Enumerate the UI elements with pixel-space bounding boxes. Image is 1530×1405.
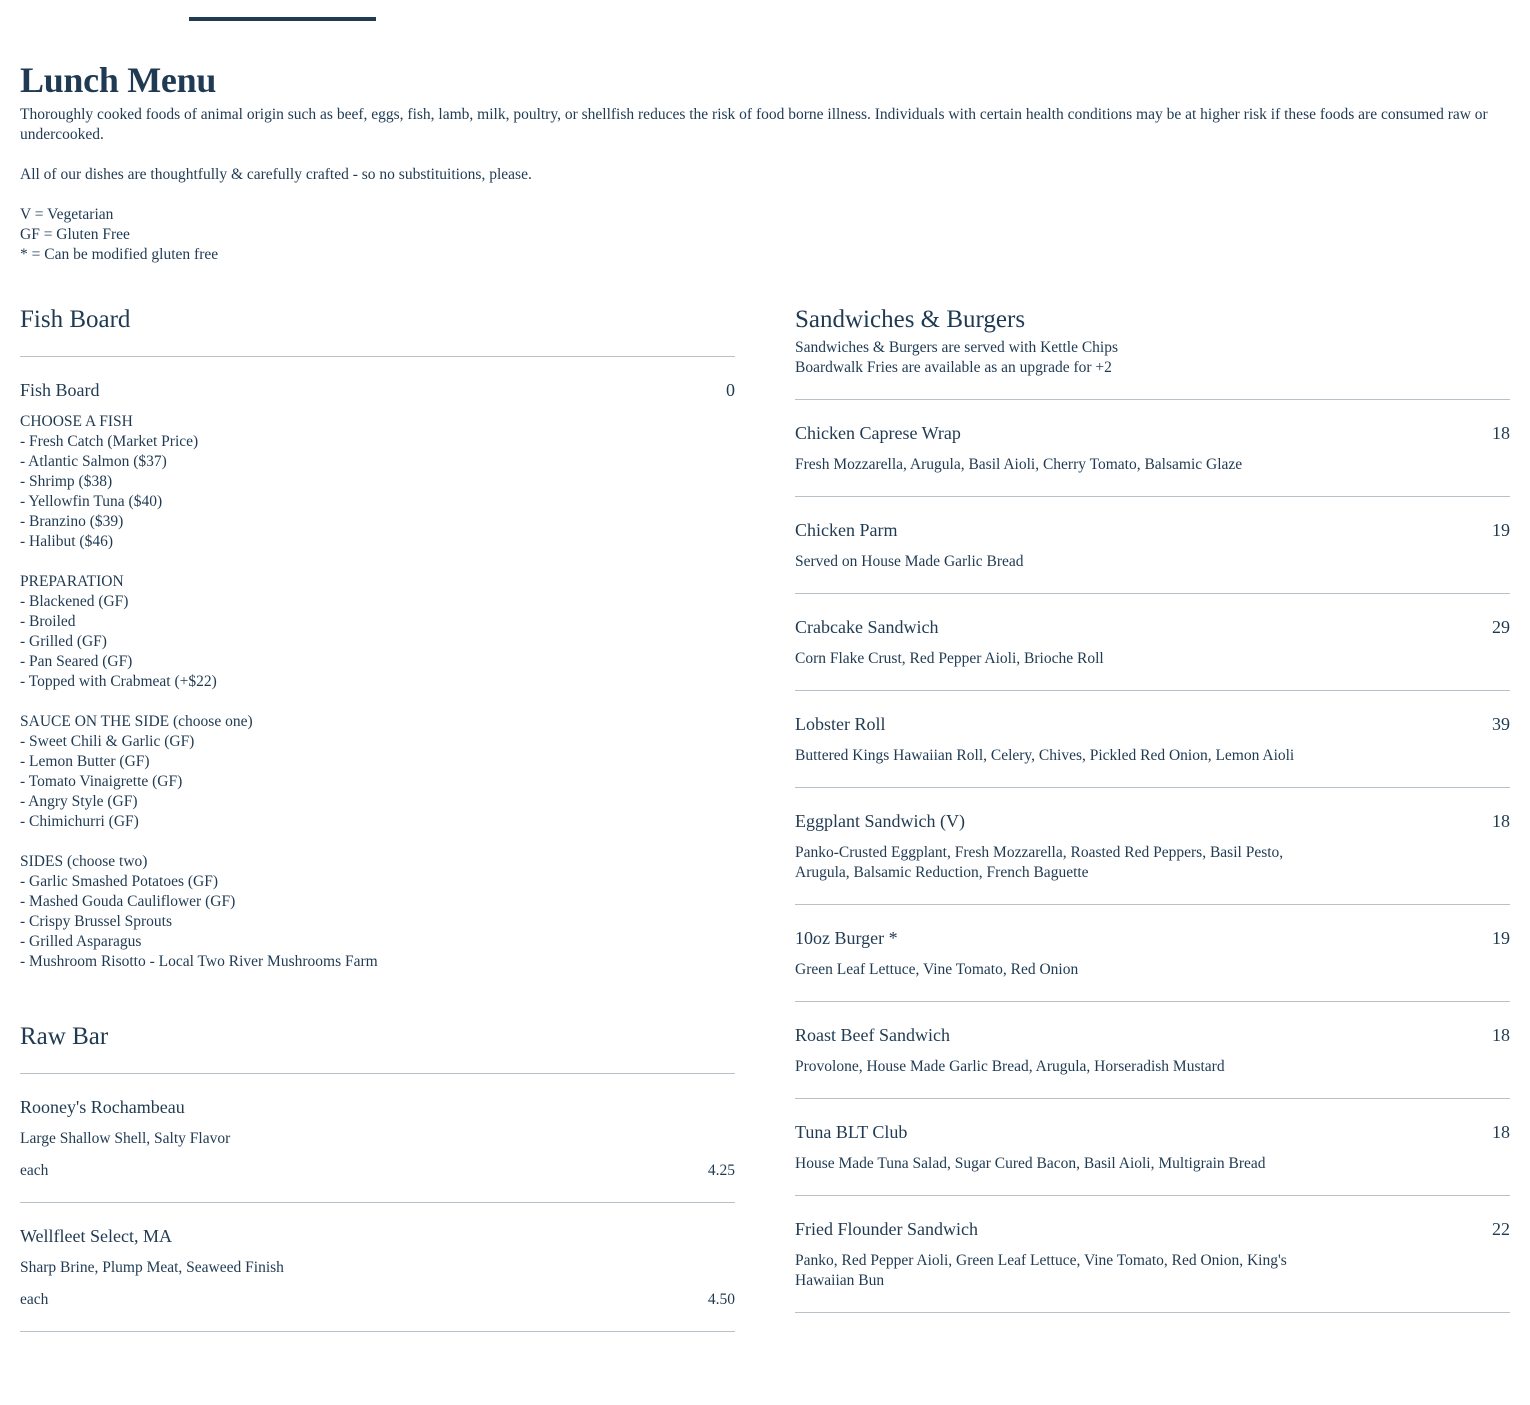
fish-option-line: - Pan Seared (GF) xyxy=(20,653,133,670)
item-description: Sharp Brine, Plump Meat, Seaweed Finish xyxy=(20,1259,284,1276)
fish-board-heading: Fish Board xyxy=(20,306,131,333)
food-safety-notice: Thoroughly cooked foods of animal origin such as beef, eggs, fish, lamb, milk, poultry, or shellfish reduces the risk of food borne illness. Individuals with certain health conditions may be at higher risk if these foods are consumed raw or undercooked. xyxy=(20,106,1488,143)
legend-gluten-free: GF = Gluten Free xyxy=(20,226,130,243)
raw-bar-heading: Raw Bar xyxy=(20,1023,109,1050)
menu-item-crabcake-sandwich xyxy=(795,594,1510,691)
fish-option-line: - Grilled Asparagus xyxy=(20,933,142,950)
item-description: Large Shallow Shell, Salty Flavor xyxy=(20,1130,231,1147)
active-tab-indicator xyxy=(189,17,376,21)
item-name: Crabcake Sandwich xyxy=(795,617,939,637)
fish-option-line: - Shrimp ($38) xyxy=(20,473,113,490)
sandwiches-section xyxy=(795,305,1510,1313)
item-name: 10oz Burger * xyxy=(795,928,898,948)
menu-item-lobster-roll xyxy=(795,691,1510,788)
item-name: Chicken Caprese Wrap xyxy=(795,423,961,443)
item-name: Tuna BLT Club xyxy=(795,1122,908,1142)
fries-upgrade-note: Boardwalk Fries are available as an upgrade for +2 xyxy=(795,359,1112,376)
fish-option-line: - Yellowfin Tuna ($40) xyxy=(20,493,163,510)
item-name: Fried Flounder Sandwich xyxy=(795,1219,978,1239)
item-unit: each xyxy=(20,1162,49,1179)
fish-board-section xyxy=(20,305,735,972)
menu-item-roast-beef-sandwich xyxy=(795,1002,1510,1099)
item-unit: each xyxy=(20,1291,49,1308)
item-description: Provolone, House Made Garlic Bread, Arugula, Horseradish Mustard xyxy=(795,1058,1225,1075)
left-column xyxy=(20,305,735,1332)
item-price: 18 xyxy=(1492,1122,1510,1142)
item-divider xyxy=(795,1312,1510,1313)
item-name: Rooney's Rochambeau xyxy=(20,1097,185,1117)
fish-option-line: - Chimichurri (GF) xyxy=(20,813,139,830)
item-name: Lobster Roll xyxy=(795,714,886,734)
kettle-chips-note: Sandwiches & Burgers are served with Kettle Chips xyxy=(795,339,1118,356)
legend-modified-gf: * = Can be modified gluten free xyxy=(20,246,219,263)
item-description: Served on House Made Garlic Bread xyxy=(795,553,1024,570)
menu-item-fish-board xyxy=(20,378,735,402)
item-description: Green Leaf Lettuce, Vine Tomato, Red Onion xyxy=(795,961,1079,978)
fish-option-line: - Grilled (GF) xyxy=(20,633,107,650)
menu-page xyxy=(20,60,1510,1308)
item-divider xyxy=(20,1331,735,1332)
fish-option-line: - Broiled xyxy=(20,613,76,630)
fish-option-line: - Halibut ($46) xyxy=(20,533,113,550)
item-name: Fish Board xyxy=(20,380,100,400)
fish-board-options xyxy=(20,412,735,972)
item-description: Corn Flake Crust, Red Pepper Aioli, Brioche Roll xyxy=(795,650,1104,667)
fish-option-line: - Tomato Vinaigrette (GF) xyxy=(20,773,183,790)
item-price: 18 xyxy=(1492,1025,1510,1045)
fish-option-line: - Crispy Brussel Sprouts xyxy=(20,913,172,930)
item-name: Chicken Parm xyxy=(795,520,898,540)
item-description: Buttered Kings Hawaiian Roll, Celery, Chives, Pickled Red Onion, Lemon Aioli xyxy=(795,747,1295,764)
fish-option-line: - Garlic Smashed Potatoes (GF) xyxy=(20,873,219,890)
menu-item-chicken-caprese-wrap xyxy=(795,400,1510,497)
raw-bar-section xyxy=(20,1022,735,1332)
menu-item-rooneys-rochambeau xyxy=(20,1074,735,1203)
menu-item-10oz-burger xyxy=(795,905,1510,1002)
fish-option-line: - Fresh Catch (Market Price) xyxy=(20,433,199,450)
item-price: 18 xyxy=(1492,423,1510,443)
item-price: 4.50 xyxy=(707,1291,735,1308)
item-description: Panko-Crusted Eggplant, Fresh Mozzarella, Roasted Red Peppers, Basil Pesto, Arugula, Balsamic Reduction, French Baguette xyxy=(795,844,1284,881)
right-column xyxy=(795,305,1510,1313)
item-price: 29 xyxy=(1492,617,1510,637)
fish-option-line: CHOOSE A FISH xyxy=(20,413,133,430)
item-price: 0 xyxy=(726,380,735,400)
fish-option-line: SAUCE ON THE SIDE (choose one) xyxy=(20,713,253,730)
menu-item-chicken-parm xyxy=(795,497,1510,594)
fish-option-line: - Angry Style (GF) xyxy=(20,793,138,810)
legend-vegetarian: V = Vegetarian xyxy=(20,206,114,223)
item-price: 39 xyxy=(1492,714,1510,734)
fish-option-line: PREPARATION xyxy=(20,573,124,590)
intro-notes xyxy=(20,105,1510,265)
sandwiches-heading: Sandwiches & Burgers xyxy=(795,306,1026,333)
item-description: Fresh Mozzarella, Arugula, Basil Aioli, Cherry Tomato, Balsamic Glaze xyxy=(795,456,1243,473)
fish-option-line: - Blackened (GF) xyxy=(20,593,129,610)
item-description: House Made Tuna Salad, Sugar Cured Bacon, Basil Aioli, Multigrain Bread xyxy=(795,1155,1266,1172)
fish-option-line: SIDES (choose two) xyxy=(20,853,148,870)
sandwich-list xyxy=(795,400,1510,1313)
item-price: 4.25 xyxy=(707,1162,735,1179)
menu-item-fried-flounder-sandwich xyxy=(795,1196,1510,1313)
fish-option-line: - Topped with Crabmeat (+$22) xyxy=(20,673,217,690)
item-price: 18 xyxy=(1492,811,1510,831)
menu-item-wellfleet-select xyxy=(20,1203,735,1332)
page-title: Lunch Menu xyxy=(20,60,217,100)
item-name: Wellfleet Select, MA xyxy=(20,1226,172,1246)
item-price: 19 xyxy=(1492,520,1510,540)
menu-item-tuna-blt-club xyxy=(795,1099,1510,1196)
fish-option-line: - Sweet Chili & Garlic (GF) xyxy=(20,733,195,750)
item-price: 22 xyxy=(1492,1219,1510,1239)
fish-option-line: - Lemon Butter (GF) xyxy=(20,753,150,770)
fish-option-line: - Mushroom Risotto - Local Two River Mushrooms Farm xyxy=(20,953,378,970)
item-price: 19 xyxy=(1492,928,1510,948)
fish-option-line: - Branzino ($39) xyxy=(20,513,124,530)
item-description: Panko, Red Pepper Aioli, Green Leaf Lettuce, Vine Tomato, Red Onion, King's Hawaiian Bun xyxy=(795,1252,1287,1289)
no-substitutions-note: All of our dishes are thoughtfully & carefully crafted - so no substituitions, please. xyxy=(20,166,532,183)
menu-item-eggplant-sandwich-v xyxy=(795,788,1510,905)
item-name: Eggplant Sandwich (V) xyxy=(795,811,965,831)
item-name: Roast Beef Sandwich xyxy=(795,1025,950,1045)
fish-option-line: - Atlantic Salmon ($37) xyxy=(20,453,167,470)
fish-option-line: - Mashed Gouda Cauliflower (GF) xyxy=(20,893,236,910)
